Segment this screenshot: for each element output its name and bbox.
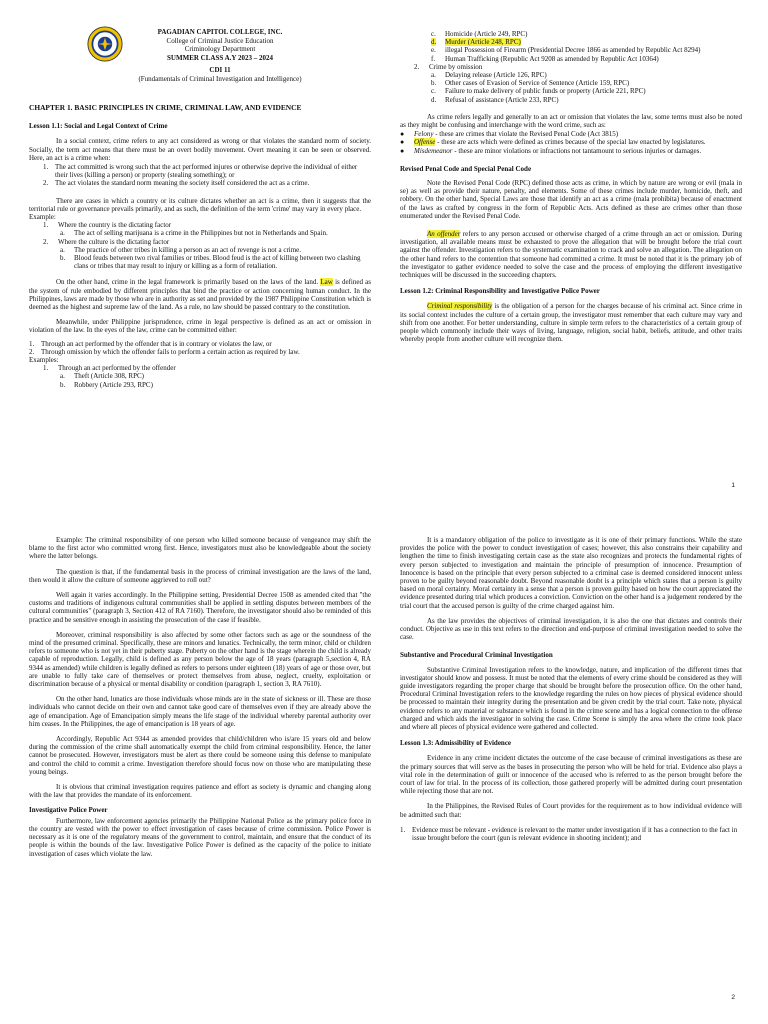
list-item: c. Homicide (Article 249, RPC) <box>431 30 528 38</box>
lesson-1-2-title: Lesson 1.2: Criminal Responsibility and Investigative Police Power <box>400 287 600 296</box>
page-number: 1 <box>731 482 735 489</box>
lesson-1-3-title: Lesson 1.3: Admissibility of Evidence <box>400 739 512 748</box>
law-paragraph: On the other hand, crime in the legal framework is primarily based on the laws of the land. Law is defined as the system of rule embodied by different principles that bind the practice or action concerning human conduct. In the Philippines, laws are made by those who are in authority as set and provided by the 1987 Philippine Constitution which is deemed as the highest and supreme law of the land. As a rule, no law should be passed contrary to the constitution. <box>29 278 372 312</box>
act-criteria-list <box>29 163 371 188</box>
paragraph: It is obvious that criminal investigation requires patience and effort as society is dynamic and changing along with the law that provides the mandate of its enforcement. <box>29 783 371 800</box>
examples-label: Examples: <box>29 356 59 365</box>
term-label: SUMMER CLASS A.Y 2023 – 2024 <box>167 53 273 62</box>
act-examples-head <box>29 364 371 372</box>
paragraph: In a social context, crime refers to any act considered as wrong or that violates the standard norm of society. Socially, the term act means that there must be an overt bodily movement. Overt meaning it can be seen or observed. Here, an act is a crime when: <box>29 137 371 162</box>
section-heading: Investigative Police Power <box>29 806 108 815</box>
list-item: a. Delaying release (Article 126, RPC) <box>431 71 547 80</box>
paragraph: Substantive Criminal Investigation refers to the knowledge, nature, and implication of the different times that investigator should know and possess. It must be noted that the elements of every crime should be considered as they will guide investigators regarding the proper charge that should be brought before the prosecution office. On the other hand, Procedural Criminal Investigation refers to the knowledge regarding the rules on how pieces of physical evidence should be processed to maintain their integrity during the presentation and be given credit by the trial court. Take note, physical evidence refers to any material or substance which is found in the crime scene and has a logical connection to the offense charged and which aids the investigator in solving the case. Crime Scene is simply the area where the crime took place and where all pieces of physical evidence were gathered and collected. <box>400 665 742 732</box>
list-item: 1. Evidence must be relevant - evidence is relevant to the matter under investigation if it has a connection to the fact in issue brought before the court (gun is relevant evidence in shooting incident); and <box>400 825 738 843</box>
list-item: 1. The act committed is wrong such that the act performed injures or otherwise deprive the individual of either their lives (killing a person) or property (stealing something); or <box>43 163 358 180</box>
list-item: 2. Crime by omission <box>414 62 483 71</box>
paragraph: Note the Revised Penal Code (RPC) defined those acts as crime, in which by nature are wrong or evil (mala in se) as well as provide their nature, penalty, and elements. Some of these crimes include murder, homicide, theft, and robbery. On the other hand, Special Laws are those that identify an act as a crime (mala prohibita) because of enactment of the laws as crafted by congress in the form of Republic Acts. Acts defined as these are crimes other than those enumerated under the Revised Penal Code. <box>400 179 742 220</box>
list-item: 2. The act violates the standard norm meaning the society itself considered the act as a crime. <box>43 179 310 188</box>
course-title: (Fundamentals of Criminal Investigation and Intelligence) <box>138 74 302 83</box>
page-2 <box>0 512 768 1024</box>
list-item: f. Human Trafficking (Republic Act 9208 as amended by Republic Act 10364) <box>431 54 659 63</box>
criminal-responsibility-paragraph: Criminal responsibility is the obligation of a person for the charges because of his criminal act. Since crime in its social context includes the culture of a certain group, the investigator must remember that each culture may vary and shift from one another. For better understanding, culture in simple term refers to the characteristics of a certain group of people which commonly include their ways of living, language, religion, social habit, beliefs, attitude, and other traits whereby people from another culture will recognize them. <box>400 302 742 344</box>
list-item: 2. Where the culture is the dictating factor <box>43 237 170 246</box>
lesson-1-1-title: Lesson 1.1: Social and Legal Context of Crime <box>29 122 168 131</box>
act-examples-list <box>29 372 371 388</box>
list-item: d. Murder (Article 248, RPC) <box>431 38 521 47</box>
highlighted-term: Murder (Article 248, RPC) <box>445 38 521 47</box>
paragraph: Example: The criminal responsibility of one person who killed someone because of vengeance may shift the blame to the first actor who committed wrong first. Hence, investigators must also be knowledgeable about the society where the latter belongs. <box>29 536 371 561</box>
culture-example-list <box>29 246 371 271</box>
list-item: b. Blood feuds between two rival families or tribes. Blood feud is the act of killing between two clashing clans or tribes that may result to injury or killing as a form of retaliation. <box>60 254 361 271</box>
act-examples-list-continued <box>400 30 742 63</box>
list-item: 1. Through an act performed by the offender that is in contrary or violates the law, or <box>29 339 272 348</box>
document-header <box>29 28 371 90</box>
commission-mode-list <box>29 340 371 356</box>
page-2-left-column <box>29 536 371 865</box>
paragraph: Moreover, criminal responsibility is also affected by some other factors such as age or the soundness of the mind of the presumed criminal. Specifically, these are minors and lunatics. Technically, the term minor, child or children refers to someone who is not yet in their puberty stage. Puberty on the other hand is the stage wherein the child is already capable of reproduction. Legally, child is defined as any person below the age of 18 years (paragraph 5,section 4, RA 9344 as amended) while children is legally defined as refers to persons under eighteen (18) years of age or those over, but are unable to fully take care of themselves or protect themselves from abuse, neglect, cruelty, exploitation or discrimination because of a physical or mental disability or condition (paragraph 1, section 3, RA 7610). <box>29 630 371 689</box>
paragraph: Evidence in any crime incident dictates the outcome of the case because of criminal investigations as these are the primary sources that will serve as the bases in prosecuting the person who will be held for trial. Evidence also plays a vital role in the determination of guilt or innocence of the accused who is referred to as the person brought before the court of law for trial. In the process of its collection, those gathered properly will be admitted during court presentation while rejecting those that are not. <box>400 754 742 796</box>
section-heading: Revised Penal Code and Special Penal Code <box>400 164 532 173</box>
list-item: a. Theft (Article 308, RPC) <box>60 372 144 381</box>
paragraph: The question is that, if the fundamental basis in the process of criminal investigation are the laws of the land, then would it allow the culture of someone aggrieved to roll out? <box>29 567 371 584</box>
list-item: 1. Through an act performed by the offender <box>43 364 176 373</box>
example-label: Example: <box>29 213 56 222</box>
chapter-title: CHAPTER 1. BASIC PRINCIPLES IN CRIME, CRIMINAL LAW, AND EVIDENCE <box>29 103 302 112</box>
list-item: b. Other cases of Evasion of Service of Sentence (Article 159, RPC) <box>431 79 630 88</box>
list-item: c. Failure to make delivery of public funds or property (Article 221, RPC) <box>431 87 646 96</box>
admissibility-list <box>400 826 742 842</box>
course-code: CDI 11 <box>209 66 231 74</box>
dictating-factor-list <box>29 221 371 229</box>
page-number: 2 <box>731 994 735 1001</box>
page-1-left-column <box>29 28 371 395</box>
paragraph: Furthermore, law enforcement agencies primarily the Philippine National Police as the primary police force in the country are vested with the power to effect investigation of cases because of crime commission. Police Power is necessary as it is one of the regulatory means of the government to control, maintain, and ensure that the conduct of its people is within the bounds of the law. Investigative Police Power is defined as the capacity of the police to initiate investigation of cases which violate the law. <box>29 816 371 858</box>
department-name: Criminology Department <box>184 45 256 53</box>
list-item: e. illegal Possession of Firearm (Presidential Decree 1866 as amended by Republic Act 8294) <box>431 46 701 55</box>
country-example-list <box>29 229 371 237</box>
paragraph: It is a mandatory obligation of the police to investigate as it is one of their primary functions. While the state provides the police with the power to conduct investigation of cases; however, this also constrains their capability and lengthen the time to finish investigating certain case as the state also recognizes and protects the fundamental rights of every person subjected to investigation and maintain the principle of presumption of innocence. Presumption of Innocence is based on the principle that every person subjected to a criminal case is deemed considered innocent unless proven to be guilty beyond reasonable doubt. Beyond reasonable doubt is a principle which states that a person is guilty based on moral certainty. Moral certainty in a sense that a person is proven guilty based on how the court appreciated the evidence presented during trial which produces a conviction. Conviction on the other hand is a judgement rendered by the trial court that the accused person is guilty of the crime charged against him. <box>400 536 742 610</box>
college-seal-logo <box>87 26 123 62</box>
crime-terms-list <box>400 130 742 155</box>
section-heading: Substantive and Procedural Criminal Investigation <box>400 651 553 660</box>
paragraph: Meanwhile, under Philippine jurisprudence, crime in legal perspective is defined as an act or omission in violation of the law. In the eyes of the law, crime can be committed either: <box>29 318 371 335</box>
list-item: 1. Where the country is the dictating factor <box>43 221 172 230</box>
page-1-right-column <box>400 30 742 351</box>
college-name: College of Criminal Justice Education <box>166 36 274 45</box>
paragraph: On the other hand, lunatics are those individuals whose minds are in the state of sickness or ill. These are those individuals who cannot decide on their own and cannot take good care of themselves even if they are already above the age of emancipation. Age of Emancipation simply means the life stage of the individual whereby parental authority over him ceases. In the Philippines, the age of emancipation is 18 years of age. <box>29 695 371 728</box>
paragraph: In the Philippines, the Revised Rules of Court provides for the requirement as to how individual evidence will be admitted such that: <box>400 802 742 819</box>
omission-head <box>400 63 742 71</box>
omission-examples-list <box>400 71 742 104</box>
paragraph: As crime refers legally and generally to an act or omission that violates the law, some terms must also be noted as they might be confusing and interchange with the word crime, such as: <box>400 112 742 130</box>
list-item: b. Robbery (Article 293, RPC) <box>60 380 153 389</box>
dictating-factor-list-2 <box>29 238 371 246</box>
paragraph: Accordingly, Republic Act 9344 as amended provides that child/children who is/are 15 years old and below during the commission of the crime shall automatically exempt the child from criminal responsibility. Hence, the latter cannot be prosecuted. However, investigators must be alert as there could be someone using this defense to manipulate and control the child to commit a crime. Investigation therefore should focus now on those who are manipulating these young beings. <box>29 735 371 776</box>
paragraph: There are cases in which a country or its culture dictates whether an act is a crime, then it suggests that the territorial rule or governance prevails primarily, and as such, the definition of the term 'crime' may vary in every place. <box>29 196 371 213</box>
highlighted-term: Criminal responsibility <box>427 302 493 311</box>
page-2-right-column <box>400 536 742 848</box>
list-item: ● Misdemeanor - these are minor violations or infractions not tantamount to serious injuries or damages. <box>400 146 702 155</box>
header-text <box>124 28 316 83</box>
offender-paragraph: An offender refers to any person accused or otherwise charged of a crime through an act or omission. During investigation, all available means must be exhausted to prove the allegation that will be brought before the trial court against the offender. Investigation refers to the systematic examination to crack and solve an allegation. The allegation on the other hand refers to the contention that someone had committed a crime. It must be noted that it is the primary job of the investigator to gather evidence needed to solve the case and the process of employing the different investigative techniques will be discussed in the succeeding chapters. <box>400 230 742 280</box>
list-item: a. The act of selling marijuana is a crime in the Philippines but not in Netherlands and Spain. <box>60 229 328 238</box>
list-item: ● Felony - these are crimes that violate the Revised Penal Code (Act 3815) <box>400 130 619 139</box>
list-item: a. The practice of other tribes in killing a person as an act of revenge is not a crime. <box>60 245 302 254</box>
paragraph: Well again it varies accordingly. In the Philippine setting, Presidential Decree 1508 as amended cited that "the customs and traditions of indigenous cultural communities shall be applied in settling disputes between members of the cultural communities" (paragraph 3, Section 412 of RA 7160). Therefore, the investigator should also be reminded of this practice and be sensitive enough in assisting the prosecution of the case if feasible. <box>29 591 371 624</box>
school-name: PAGADIAN CAPITOL COLLEGE, INC. <box>157 28 283 36</box>
highlighted-term: Offense <box>414 138 436 147</box>
paragraph: As the law provides the objectives of criminal investigation, it is also the one that dictates and controls their conduct. Objective as use in this text refers to the direction and end-purpose of criminal investigation needed to solve the case. <box>400 616 742 642</box>
highlighted-term: An offender <box>427 230 461 239</box>
list-item: d. Refusal of assistance (Article 233, RPC) <box>431 95 559 104</box>
highlighted-term: Law <box>320 278 333 287</box>
list-item: ● Offense - these are acts which were defined as crimes because of the special law enacted by legislatures. <box>400 138 706 147</box>
list-item: 2. Through omission by which the offender fails to perform a certain action as required by law. <box>29 347 300 356</box>
